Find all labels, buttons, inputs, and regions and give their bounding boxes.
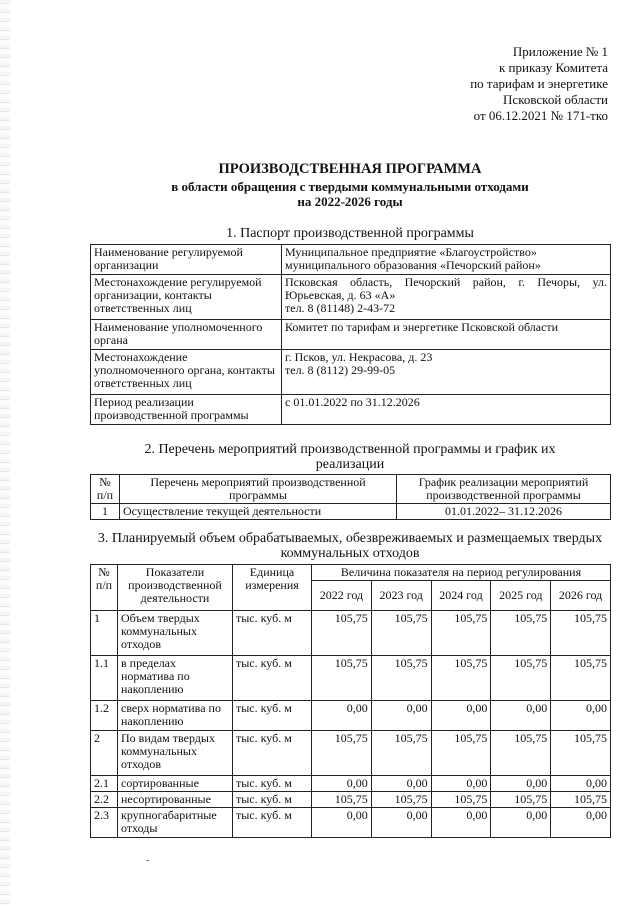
- row-value: 105,75: [431, 792, 491, 808]
- year-header: 2024 год: [431, 581, 491, 611]
- section2-heading: 2. Перечень мероприятий производственной программы и график их реализации: [144, 442, 556, 472]
- row-name: несортированные: [118, 792, 233, 808]
- row-value: 0,00: [551, 776, 611, 792]
- table-row: [91, 792, 611, 808]
- row-value: 105,75: [551, 611, 611, 656]
- row-name: По видам твердых коммунальных отходов: [118, 731, 233, 776]
- row-event: Осуществление текущей деятельности: [120, 504, 397, 520]
- year-header: 2025 год: [491, 581, 551, 611]
- passport-label: Местонахождение регулируемой организации, контакты ответственных лиц: [91, 275, 282, 320]
- passport-value: Муниципальное предприятие «Благоустройство» муниципального образования «Печорский район»: [282, 245, 611, 275]
- row-value: 105,75: [491, 656, 551, 701]
- volume-table: [90, 564, 611, 838]
- row-value: 0,00: [491, 776, 551, 792]
- year-header: 2023 год: [371, 581, 431, 611]
- table-header-row: [91, 475, 611, 504]
- row-value: 105,75: [312, 656, 372, 701]
- row-value: 0,00: [371, 776, 431, 792]
- row-unit: тыс. куб. м: [233, 776, 312, 792]
- col-event-header: Перечень мероприятий производственной программы: [120, 475, 397, 504]
- year-header: 2022 год: [312, 581, 372, 611]
- row-name: сортированные: [118, 776, 233, 792]
- row-value: 0,00: [551, 808, 611, 838]
- passport-label: Наименование регулируемой организации: [91, 245, 282, 275]
- row-no: 2: [91, 731, 118, 776]
- table-row: [91, 504, 611, 520]
- row-value: 0,00: [551, 701, 611, 731]
- row-value: 105,75: [312, 611, 372, 656]
- document-period: на 2022-2026 годы: [297, 194, 403, 209]
- passport-phone: тел. 8 (81148) 2-43-72: [285, 301, 396, 315]
- row-value: 0,00: [312, 776, 372, 792]
- table-row: [91, 656, 611, 701]
- appendix-block: [470, 44, 608, 124]
- table-row: [91, 731, 611, 776]
- passport-value: [282, 350, 611, 395]
- table-row: [91, 611, 611, 656]
- appendix-line: Приложение № 1: [512, 44, 608, 59]
- col-no-header: № п/п: [91, 565, 118, 611]
- table-row: [91, 350, 611, 395]
- passport-label: Период реализации производственной программы: [91, 395, 282, 425]
- row-value: 105,75: [551, 731, 611, 776]
- table-row: [91, 320, 611, 350]
- row-value: 105,75: [312, 731, 372, 776]
- passport-value: с 01.01.2022 по 31.12.2026: [282, 395, 611, 425]
- row-value: 105,75: [491, 792, 551, 808]
- passport-value: [282, 275, 611, 320]
- table-row: [91, 808, 611, 838]
- row-value: 0,00: [312, 808, 372, 838]
- row-value: 0,00: [312, 701, 372, 731]
- row-no: 1: [91, 611, 118, 656]
- row-unit: тыс. куб. м: [233, 611, 312, 656]
- appendix-line: к приказу Комитета: [498, 60, 608, 75]
- passport-value: Комитет по тарифам и энергетике Псковской области: [282, 320, 611, 350]
- row-unit: тыс. куб. м: [233, 808, 312, 838]
- row-name: в пределах норматива по накоплению: [118, 656, 233, 701]
- row-name: Объем твердых коммунальных отходов: [118, 611, 233, 656]
- col-unit-header: Единица измерения: [233, 565, 312, 611]
- row-no: 1: [91, 504, 120, 520]
- appendix-line: Псковской области: [503, 92, 608, 107]
- row-no: 1.1: [91, 656, 118, 701]
- passport-table: [90, 244, 611, 425]
- row-name: сверх норматива по накоплению: [118, 701, 233, 731]
- col-no-header: № п/п: [91, 475, 120, 504]
- row-value: 0,00: [371, 701, 431, 731]
- row-no: 2.3: [91, 808, 118, 838]
- row-value: 105,75: [491, 731, 551, 776]
- passport-phone: тел. 8 (8112) 29-99-05: [285, 363, 396, 377]
- col-schedule-header: График реализации мероприятий производственной программы: [397, 475, 611, 504]
- year-header: 2026 год: [551, 581, 611, 611]
- table-header-row: [91, 565, 611, 581]
- table-row: [91, 701, 611, 731]
- passport-label: Местонахождение уполномоченного органа, контакты ответственных лиц: [91, 350, 282, 395]
- appendix-line: от 06.12.2021 № 171-тко: [473, 108, 608, 123]
- row-unit: тыс. куб. м: [233, 792, 312, 808]
- table-row: [91, 395, 611, 425]
- row-value: 105,75: [371, 792, 431, 808]
- row-value: 0,00: [431, 808, 491, 838]
- scan-edge: [0, 0, 10, 905]
- row-value: 0,00: [491, 701, 551, 731]
- row-unit: тыс. куб. м: [233, 656, 312, 701]
- row-schedule: 01.01.2022– 31.12.2026: [397, 504, 611, 520]
- events-table: [90, 474, 611, 520]
- section1-heading: 1. Паспорт производственной программы: [226, 226, 474, 241]
- row-value: 105,75: [431, 731, 491, 776]
- scan-speck: [146, 860, 149, 861]
- table-row: [91, 245, 611, 275]
- section3-heading: 3. Планируемый объем обрабатываемых, обезвреживаемых и размещаемых твердых коммунальных отходов: [97, 531, 603, 561]
- row-value: 105,75: [371, 731, 431, 776]
- row-value: 105,75: [312, 792, 372, 808]
- row-no: 2.1: [91, 776, 118, 792]
- row-no: 1.2: [91, 701, 118, 731]
- row-unit: тыс. куб. м: [233, 701, 312, 731]
- passport-label: Наименование уполномоченного органа: [91, 320, 282, 350]
- row-value: 0,00: [371, 808, 431, 838]
- passport-address: Псковская область, Печорский район, г. Печоры, ул. Юрьевская, д. 63 «А»: [285, 275, 607, 302]
- table-row: [91, 776, 611, 792]
- row-value: 105,75: [491, 611, 551, 656]
- row-value: 105,75: [371, 611, 431, 656]
- row-value: 105,75: [431, 611, 491, 656]
- row-unit: тыс. куб. м: [233, 731, 312, 776]
- row-value: 0,00: [491, 808, 551, 838]
- row-value: 0,00: [431, 701, 491, 731]
- passport-address: г. Псков, ул. Некрасова, д. 23: [285, 350, 433, 364]
- col-group-header: Величина показателя на период регулирования: [312, 565, 611, 581]
- col-indicator-header: Показатели производственной деятельности: [118, 565, 233, 611]
- row-value: 105,75: [551, 792, 611, 808]
- row-value: 105,75: [431, 656, 491, 701]
- document-subtitle: в области обращения с твердыми коммунальными отходами: [171, 179, 529, 194]
- row-no: 2.2: [91, 792, 118, 808]
- table-row: [91, 275, 611, 320]
- document-title: ПРОИЗВОДСТВЕННАЯ ПРОГРАММА: [218, 161, 482, 177]
- row-value: 105,75: [551, 656, 611, 701]
- row-value: 0,00: [431, 776, 491, 792]
- row-name: крупногабаритные отходы: [118, 808, 233, 838]
- appendix-line: по тарифам и энергетике: [470, 76, 608, 91]
- row-value: 105,75: [371, 656, 431, 701]
